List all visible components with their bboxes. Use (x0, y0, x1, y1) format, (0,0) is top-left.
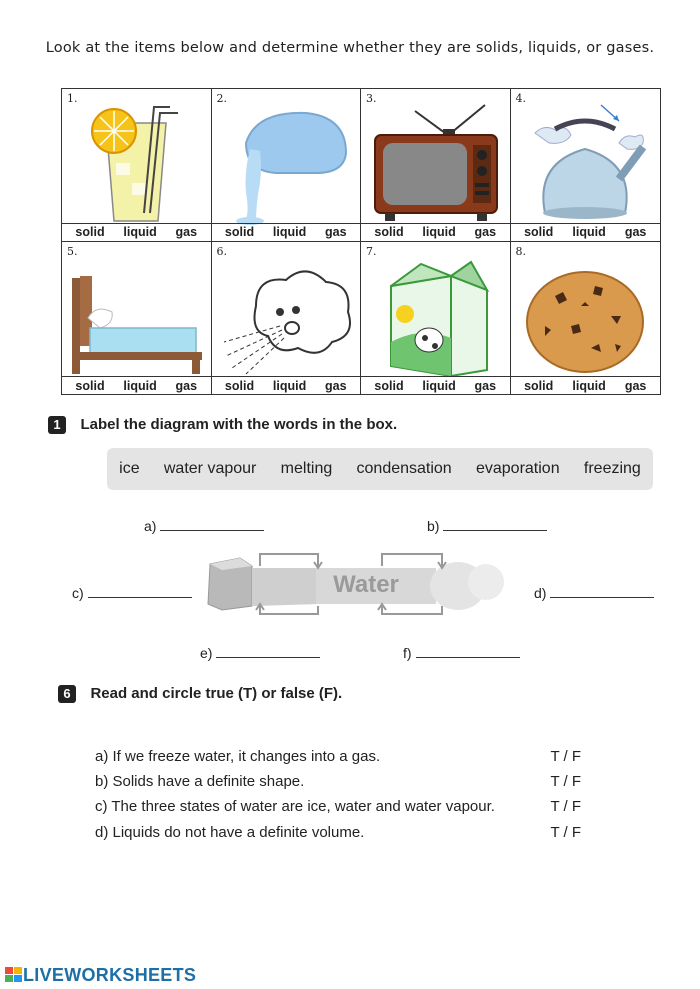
option-gas[interactable]: gas (624, 225, 647, 239)
item-cell (212, 242, 362, 395)
blank-c: c) (72, 585, 192, 601)
state-options (212, 376, 361, 394)
statement-text: a) If we freeze water, it changes into a gas. (95, 748, 381, 765)
item-number: 5. (67, 244, 78, 258)
statement-text: b) Solids have a definite shape. (95, 773, 305, 790)
option-solid[interactable]: solid (224, 378, 255, 393)
cookie-icon (515, 256, 655, 378)
answer-line[interactable] (550, 596, 654, 598)
television-icon (365, 103, 505, 225)
option-solid[interactable]: solid (224, 225, 255, 239)
liveworksheets-logo-icon (5, 967, 23, 983)
item-cell (62, 242, 212, 395)
item-number: 1. (67, 92, 78, 105)
option-solid[interactable]: solid (374, 378, 404, 393)
section-title: Read and circle true (T) or false (F). (90, 685, 343, 702)
section6-heading (58, 685, 342, 703)
blank-b: b) (427, 518, 547, 534)
option-solid[interactable]: solid (75, 378, 105, 393)
state-options (511, 223, 661, 241)
lemonade-glass-icon (66, 103, 206, 225)
item-number: 7. (366, 244, 377, 258)
option-gas[interactable]: gas (175, 378, 198, 393)
word-item: melting (280, 460, 333, 477)
true-false-choice[interactable]: T / F (550, 773, 581, 790)
statement-row (95, 748, 581, 765)
option-liquid[interactable]: liquid (123, 378, 157, 393)
liveworksheets-logo[interactable] (5, 965, 196, 986)
word-item: ice (119, 460, 140, 477)
statement-row (95, 798, 581, 815)
option-gas[interactable]: gas (175, 225, 198, 239)
item-number: 6. (216, 244, 227, 258)
pouring-pitcher-icon (216, 103, 356, 225)
true-false-choice[interactable]: T / F (550, 824, 581, 841)
blank-e: e) (200, 645, 320, 661)
answer-line[interactable] (160, 529, 264, 531)
word-box (107, 448, 653, 490)
blank-f: f) (403, 645, 520, 661)
item-number: 3. (366, 92, 377, 105)
water-cycle-diagram (200, 548, 520, 618)
item-number: 4. (515, 92, 526, 105)
option-gas[interactable]: gas (474, 225, 497, 239)
option-liquid[interactable]: liquid (272, 225, 307, 239)
section-badge: 1 (48, 416, 66, 434)
answer-line[interactable] (216, 656, 320, 658)
blank-a: a) (144, 518, 264, 534)
item-cell (62, 89, 212, 242)
option-liquid[interactable]: liquid (422, 225, 456, 239)
true-false-choice[interactable]: T / F (550, 748, 581, 765)
item-cell (361, 89, 511, 242)
state-options (62, 376, 211, 394)
statement-row (95, 773, 581, 790)
state-options (212, 223, 361, 241)
option-solid[interactable]: solid (524, 225, 554, 239)
option-solid[interactable]: solid (374, 225, 404, 239)
steaming-kettle-icon (515, 103, 655, 225)
state-options (62, 223, 211, 241)
option-liquid[interactable]: liquid (123, 225, 157, 239)
answer-line[interactable] (416, 656, 520, 658)
statement-row (95, 824, 581, 841)
option-liquid[interactable]: liquid (422, 378, 456, 393)
item-cell (212, 89, 362, 242)
instruction-text: Look at the items below and determine whether they are solids, liquids, or gases. (45, 40, 655, 56)
bed-icon (66, 256, 206, 378)
option-solid[interactable]: solid (75, 225, 105, 239)
items-grid (61, 88, 661, 395)
word-item: freezing (583, 460, 641, 477)
option-liquid[interactable]: liquid (572, 225, 606, 239)
statement-text: c) The three states of water are ice, water and water vapour. (95, 798, 495, 815)
item-cell (511, 242, 661, 395)
state-options (361, 376, 510, 394)
section-title: Label the diagram with the words in the box. (80, 416, 398, 433)
option-liquid[interactable]: liquid (572, 378, 606, 393)
state-options (511, 376, 661, 394)
option-gas[interactable]: gas (474, 378, 497, 393)
item-number: 8. (515, 244, 526, 258)
word-item: water vapour (163, 460, 257, 477)
answer-line[interactable] (88, 596, 192, 598)
option-gas[interactable]: gas (325, 378, 347, 393)
option-gas[interactable]: gas (624, 378, 647, 393)
word-item: evaporation (475, 460, 560, 477)
section1-heading (48, 416, 397, 434)
brand-name: LIVEWORKSHEETS (23, 965, 197, 985)
milk-carton-icon (365, 256, 505, 378)
true-false-choice[interactable]: T / F (550, 798, 581, 815)
option-liquid[interactable]: liquid (272, 378, 307, 393)
item-number: 2. (216, 92, 227, 105)
blank-d: d) (534, 585, 654, 601)
section-badge: 6 (58, 685, 76, 703)
blowing-wind-cloud-icon (216, 256, 356, 378)
diagram-water-label: Water (333, 571, 399, 598)
option-solid[interactable]: solid (524, 378, 554, 393)
state-options (361, 223, 510, 241)
option-gas[interactable]: gas (325, 225, 347, 239)
item-cell (511, 89, 661, 242)
item-cell (361, 242, 511, 395)
statement-text: d) Liquids do not have a definite volume. (95, 824, 365, 841)
word-item: condensation (356, 460, 452, 477)
answer-line[interactable] (443, 529, 547, 531)
